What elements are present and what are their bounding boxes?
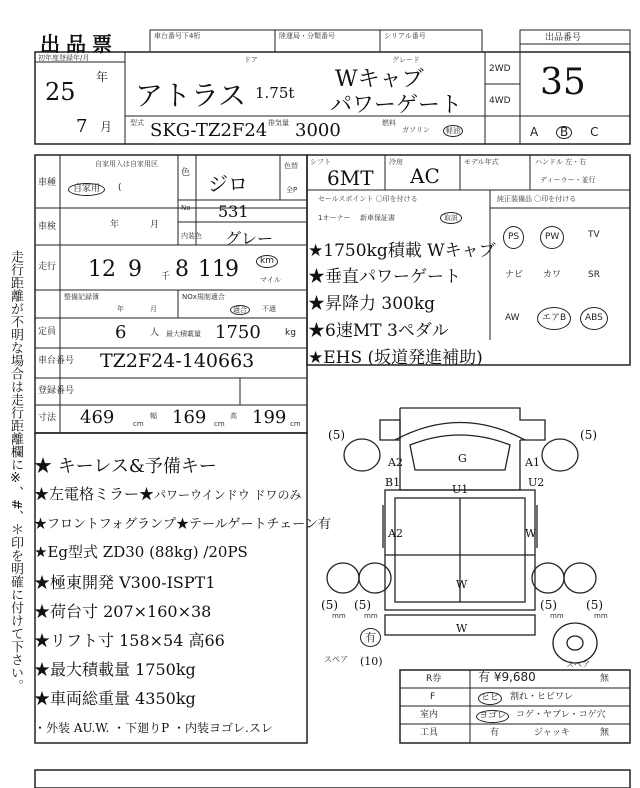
note-6: ★荷台寸 207×160×38 xyxy=(34,602,212,621)
mark-w-bed: W xyxy=(456,578,468,591)
glass-value: ヒビ xyxy=(478,692,502,705)
model-year-label: モデル年式 xyxy=(464,158,499,166)
reg-label: 登録番号 xyxy=(38,386,75,396)
grade-options: A B C xyxy=(530,125,599,139)
selling-one-owner: 1オーナー xyxy=(318,214,351,222)
spare-present: 有 xyxy=(360,628,381,647)
record-label: 整備記録簿 xyxy=(64,293,99,301)
equip-airbag: エアB xyxy=(537,307,571,330)
car-grade1: Wキャブ xyxy=(335,67,424,92)
mileage-mile: マイル xyxy=(260,276,281,284)
model-value: SKG-TZ2F24 xyxy=(150,120,268,141)
chassis-last4-label: 車台番号下4桁 xyxy=(154,32,201,40)
lot-number: 35 xyxy=(540,62,586,103)
first-reg-month: 7 xyxy=(76,116,88,137)
mark-u1: U1 xyxy=(452,483,469,496)
mark-w-side: W xyxy=(525,527,537,540)
selling-warranty: 新車保証書 xyxy=(360,214,395,222)
note-8: ★最大積載量 1750kg xyxy=(34,660,196,679)
mark-w-rear: W xyxy=(456,622,468,635)
car-tonnage: 1.75t xyxy=(255,84,295,102)
ac-label: 冷房 xyxy=(389,158,403,166)
usage-private: 自家用 xyxy=(68,183,105,196)
tire-rr-inner: (5) xyxy=(540,598,558,612)
spare-label-right: スペア xyxy=(566,660,590,669)
recycle-none: 無 xyxy=(600,674,610,684)
dims-height-label: 高 xyxy=(230,412,237,420)
record-year: 年 xyxy=(117,305,124,313)
mileage-d5: 9 xyxy=(225,257,239,282)
tire-unit-4: mm xyxy=(594,612,608,620)
lot-label: 出品番号 xyxy=(545,33,582,43)
displacement-value: 3000 xyxy=(295,120,341,141)
point-5: ★EHS (坂道発進補助) xyxy=(308,348,483,368)
usage-sub-label: 自家用入は自家用区 xyxy=(95,160,158,168)
car-grade2: パワーゲート xyxy=(330,93,463,118)
nox-label: NOx規制適合 xyxy=(182,293,225,301)
dims-width-label: 幅 xyxy=(150,412,157,420)
mark-a2-front: A2 xyxy=(388,456,403,469)
mileage-label: 走行 xyxy=(38,262,57,272)
dims-length: 469 xyxy=(80,407,115,428)
interior-color: グレー xyxy=(225,229,274,248)
inspect-month: 月 xyxy=(150,220,160,230)
selling-label: セールスポイント 〇印を付ける xyxy=(318,195,418,203)
nox-ok: 適合 xyxy=(230,305,250,315)
fuel-diesel: 軽油 xyxy=(443,125,463,137)
tire-rl-inner: (5) xyxy=(354,598,372,612)
point-4: ★6速MT 3ペダル xyxy=(308,321,449,341)
dims-cm3: cm xyxy=(290,420,301,428)
color-value: ジロ xyxy=(208,172,248,196)
capacity-unit: 人 xyxy=(150,328,160,338)
first-reg-label: 初年度登録年/月 xyxy=(38,54,90,62)
equip-ps: PS xyxy=(503,226,524,249)
dims-width: 169 xyxy=(172,407,207,428)
load-value: 1750 xyxy=(215,322,261,343)
plate-label: 陸運局・分類番号 xyxy=(279,32,335,40)
glass-options: 割れ・ヒビワレ xyxy=(510,692,574,702)
selling-manual: 取説 xyxy=(440,212,462,224)
drive-2wd: 2WD xyxy=(489,64,511,74)
point-3: ★昇降力 300kg xyxy=(308,294,436,314)
chassis-label: 車台番号 xyxy=(38,356,75,366)
allpaint-label: 全P xyxy=(286,186,298,194)
fuel-gasoline: ガソリン xyxy=(402,126,430,134)
equip-pw: PW xyxy=(540,226,564,249)
recycle-value: 有 ¥9,680 xyxy=(478,670,536,684)
displacement-label: 排気量 xyxy=(268,119,289,127)
usage-paren: ( xyxy=(118,183,122,193)
capacity-label: 定員 xyxy=(38,327,57,337)
equip-sr: SR xyxy=(588,270,600,280)
record-month: 月 xyxy=(150,305,157,313)
mileage-thousand: 千 xyxy=(161,272,171,282)
first-reg-year: 25 xyxy=(45,78,76,106)
ac-value: AC xyxy=(410,164,440,188)
shift-label: シフト xyxy=(310,158,331,166)
tire-rr-outer: (5) xyxy=(586,598,604,612)
dealer-label: ディーラー・並行 xyxy=(540,176,596,184)
note-7: ★リフト寸 158×54 高66 xyxy=(34,631,225,650)
tire-rl-outer: (5) xyxy=(321,598,339,612)
mileage-km: km xyxy=(256,255,278,268)
equip-aw: AW xyxy=(505,313,520,323)
mark-g: G xyxy=(458,452,467,465)
note-2: ★左電格ミラー★パワーウインドウ ドワのみ xyxy=(34,485,302,503)
equip-abs: ABS xyxy=(580,307,608,330)
handle-label: ハンドル 左・右 xyxy=(535,158,587,166)
tire-unit-1: mm xyxy=(332,612,346,620)
spare-depth: (10) xyxy=(360,655,383,668)
tire-fr: (5) xyxy=(580,428,598,442)
tools-label: 工具 xyxy=(420,728,439,738)
year-unit: 年 xyxy=(96,70,109,84)
interior-options: コゲ・ヤブレ・コゲ穴 xyxy=(516,710,606,720)
serial-label: シリアル番号 xyxy=(384,32,426,40)
fuel-label: 燃料 xyxy=(382,119,396,127)
note-9: ★車両総重量 4350kg xyxy=(34,689,196,708)
month-unit: 月 xyxy=(100,120,113,134)
equip-leather: カワ xyxy=(543,270,562,280)
side-instruction: 走行距離が不明な場合は走行距離欄に※、#、＊印を明確に付けて下さい。 xyxy=(8,250,23,692)
load-unit: kg xyxy=(285,328,296,338)
model-label: 型式 xyxy=(130,119,144,127)
mark-a1: A1 xyxy=(525,456,540,469)
tire-unit-2: mm xyxy=(364,612,378,620)
tools-none: 無 xyxy=(600,728,610,738)
mileage-d4: 11 xyxy=(198,257,226,282)
point-2: ★垂直パワーゲート xyxy=(308,267,461,287)
spare-label-left: スペア xyxy=(324,655,348,664)
point-1: ★1750kg積載 Wキャブ xyxy=(308,241,496,261)
color-no-label: No xyxy=(181,204,191,212)
mark-a2-side: A2 xyxy=(388,527,403,540)
equip-navi: ナビ xyxy=(505,270,524,280)
mark-b1: B1 xyxy=(385,476,401,489)
dims-label: 寸法 xyxy=(38,413,57,423)
dims-cm2: cm xyxy=(214,420,225,428)
equipment-label: 純正装備品 〇印を付ける xyxy=(497,195,577,203)
mileage-d3: 8 xyxy=(175,257,189,282)
mark-u2: U2 xyxy=(528,476,545,489)
tools-present: 有 xyxy=(490,728,500,738)
chassis-value: TZ2F24-140663 xyxy=(100,350,255,372)
capacity-value: 6 xyxy=(115,322,127,343)
color-no: 531 xyxy=(218,202,249,221)
tire-unit-3: mm xyxy=(550,612,564,620)
color-change-label: 色替 xyxy=(284,162,298,170)
mileage-d1: 12 xyxy=(88,257,116,282)
note-10: ・外装 AU.W. ・下廻りP ・内装ヨゴレ.スレ xyxy=(34,721,273,735)
interior-state: ヨゴレ xyxy=(476,710,509,723)
nox-ng: 不適 xyxy=(262,305,276,313)
note-5: ★極東開発 V300-ISPT1 xyxy=(34,573,216,592)
inspect-label: 車検 xyxy=(38,222,57,232)
color-label: 色 xyxy=(181,168,191,178)
interior-label: 内装色 xyxy=(181,232,202,240)
tire-fl: (5) xyxy=(328,428,346,442)
tools-jack: ジャッキ xyxy=(534,728,570,738)
inspect-year: 年 xyxy=(110,220,120,230)
door-label: ドア xyxy=(244,56,258,64)
grade-label: グレード xyxy=(392,56,420,64)
drive-4wd: 4WD xyxy=(489,96,511,106)
equip-tv: TV xyxy=(588,230,600,240)
mileage-d2: 9 xyxy=(128,257,142,282)
note-1: ★ キーレス&予備キー xyxy=(34,456,217,477)
dims-cm1: cm xyxy=(133,420,144,428)
shift-value: 6MT xyxy=(327,166,374,190)
usage-label: 車種 xyxy=(38,178,57,188)
interior-state-label: 室内 xyxy=(420,710,439,720)
note-4: ★Eg型式 ZD30 (88kg) /20PS xyxy=(34,543,248,561)
dims-height: 199 xyxy=(252,407,287,428)
form-title: 出品票 xyxy=(40,32,118,56)
recycle-label: R券 xyxy=(426,674,442,684)
glass-label: F xyxy=(430,692,436,702)
load-label: 最大積載量 xyxy=(166,330,201,338)
note-3: ★フロントフォグランプ★テールゲートチェーン有 xyxy=(34,517,331,532)
car-name: アトラス xyxy=(135,79,247,112)
